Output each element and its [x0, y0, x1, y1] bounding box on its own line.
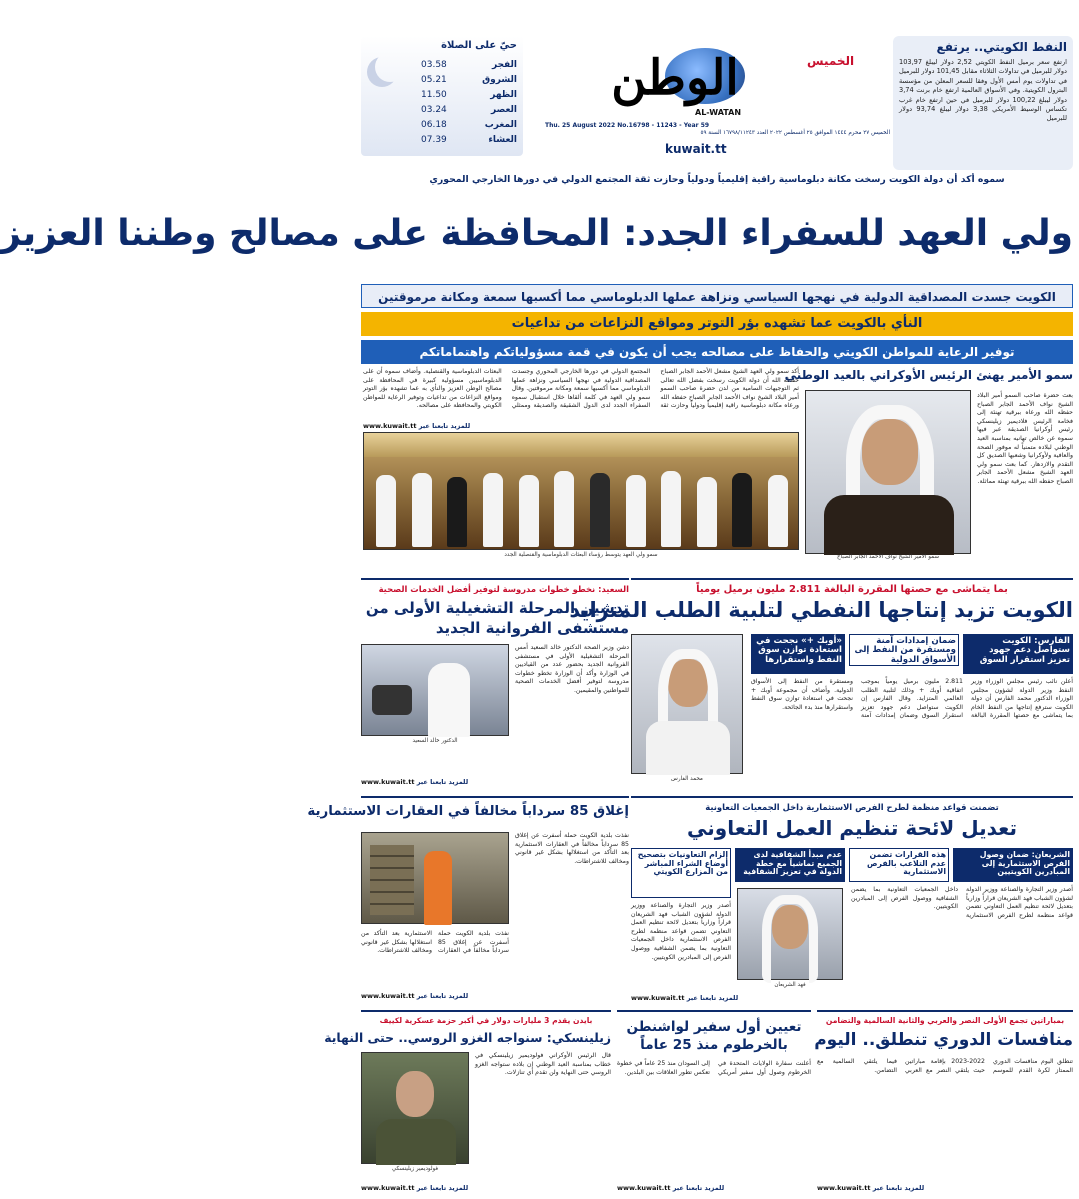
ukraine-photo-caption: فولوديمير زيلينسكي — [391, 1166, 439, 1172]
ambassador-headline: تعيين أول سفير لواشنطن بالخرطوم منذ 25 عاماً — [626, 1019, 802, 1053]
oil-body: أعلن نائب رئيس مجلس الوزراء وزير النفط وزير الدولة لشؤون مجلس الوزراء الدكتور محمد الفارس أن دولة الكويت سترفع إنتاجها من النفط الخام بما يتماشى مع حصتها المقررة البالغة 2.811 مليون برميل يومياً بموجب اتفاقية أوبك + وذلك لتلبية الطلب العالمي المتزايد. وقال الفارس إن الكويت ستواصل دعم جهود تعزيز استقرار السوق وضمان إمدادات آمنة ومستقرة من النفط إلى الأسواق الدولية. وأضاف أن مجموعة أوبك + نجحت في استعادة توازن سوق النفط واستقرارها منذ بدء الجائحة. — [751, 678, 1073, 720]
person-figure — [519, 475, 539, 547]
oil-kicker: بما يتماشى مع حصتها المقررة البالغة 2.811 مليون برميل يومياً — [696, 584, 1008, 595]
oil-price-title: النفط الكويتي.. يرتفع — [936, 40, 1067, 54]
prayer-title: حيّ على الصلاة — [441, 40, 517, 51]
coop-photo-caption: فهد الشريعان — [774, 982, 806, 988]
health-story — [361, 578, 629, 794]
person-figure — [376, 475, 396, 547]
amir-body: بعث حضرة صاحب السمو أمير البلاد الشيخ نواف الأحمد الجابر الصباح حفظه الله ورعاه ببرقية تهنئة إلى فخامة الرئيس فلاديمير زيلينسكي رئيس أوكرانيا الصديقة عبر فيها سموه عن خالص تهانيه بمناسبة العيد الوطني لبلاده متمنياً له موفور الصحة والعافية ولأوكرانيا وشعبها الصديق كل التقدم والازدهار. كما بعث سمو ولي العهد الشيخ مشعل الأحمد الجابر الصباح حفظه الله ببرقية تهنئة مماثلة. — [977, 392, 1073, 485]
lead-bar-2: النأي بالكويت عما تشهده بؤر التوتر ومواقع النزاعات من تداعيات — [361, 312, 1073, 336]
logo-block — [545, 40, 890, 165]
lead-group-photo — [363, 432, 799, 550]
health-photo — [361, 644, 509, 736]
health-headline: تدشين المرحلة التشغيلية الأولى من مستشفى الفروانية الجديد — [365, 599, 629, 637]
logo-latin: AL-WATAN — [695, 108, 742, 117]
coop-more-link[interactable]: للمزيد تابعنا عبر www.kuwait.tt — [631, 994, 739, 1002]
oil-price-body: ارتفع سعر برميل النفط الكويتي 2,52 دولار ليبلغ 103,97 دولار للبرميل في تداولات الثلاثاء مقابل 101,45 دولار للبرميل في تداولات يوم أمس الأول وفقا للسعر المعلن من مؤسسة البترول الكويتية. وفي الأسواق العالمية ارتفع خام برنت 3,74 دولار ليبلغ 100,22 دولار للبرميل في حين ارتفع خام غرب تكساس الوسيط الأمريكي 3,38 دولار ليبلغ 93,74 دولار للبرميل — [899, 58, 1067, 123]
health-photo-caption: الدكتور خالد السعيد — [412, 738, 458, 744]
person-figure — [483, 473, 503, 547]
sports-kicker: بمباراتين تجمع الأولى النصر والعربي والثانية السالمية والتضامن — [825, 1016, 1065, 1025]
coop-body-col: أصدر وزير التجارة والصناعة ووزير الدولة لشؤون الشباب فهد الشريعان قراراً وزارياً بتعديل لائحة تنظيم العمل التعاوني تضمن قواعد منظمة لطرح الفرص الاستثمارية داخل الجمعيات التعاونية بما يضمن الشفافية ووصول الفرص إلى المبادرين الكويتيين. — [631, 902, 731, 961]
microphones — [372, 685, 412, 715]
oil-sub-2: ضمان إمدادات آمنة ومستقرة من النفط إلى الأسواق الدولية — [849, 634, 959, 666]
person-figure — [554, 471, 574, 547]
person-figure — [732, 473, 752, 547]
ukraine-photo — [361, 1052, 469, 1164]
prayer-times-box — [361, 36, 523, 156]
health-kicker: السعيد: نخطو خطوات مدروسة لتوفير أفضل الخدمات الصحية — [378, 584, 629, 594]
person-figure — [626, 475, 646, 547]
ukraine-body: قال الرئيس الأوكراني فولوديمير زيلينسكي في خطاب بمناسبة العيد الوطني إن بلاده ستواجه الغزو الروسي حتى النهاية ولن تقدم أي تنازلات. — [475, 1052, 611, 1077]
ukraine-story — [324, 1010, 611, 1194]
health-body: دشن وزير الصحة الدكتور خالد السعيد أمس المرحلة التشغيلية الأولى في مستشفى الفروانية الجديد بحضور عدد من القياديين في الوزارة وأكد أن الوزارة تخطو خطوات مدروسة لتوفير أفضل الخدمات الصحية للمواطنين والمقيمين. — [515, 644, 629, 694]
crescent-moon-icon — [375, 52, 405, 82]
prayer-list — [421, 60, 517, 150]
ambassador-more-link[interactable]: للمزيد تابعنا عبر www.kuwait.tt — [617, 1184, 725, 1192]
storage-shelves — [370, 845, 414, 915]
lead-bar-3: توفير الرعاية للمواطن الكويتي والحفاظ على مصالحه يجب أن يكون في قمة مسؤولياتكم واهتماماتكم — [361, 340, 1073, 364]
amir-headline: سمو الأمير يهنئ الرئيس الأوكراني بالعيد الوطني — [784, 368, 1073, 382]
lead-kicker: سموه أكد أن دولة الكويت رسخت مكانة دبلوماسية راقية إقليمياً ودولياً وحازت ثقة المجتمع الدولي في دورها الخارجي المحوري — [429, 174, 1005, 185]
coop-minister-ghutra — [762, 895, 818, 983]
weekday-label: الخميس — [807, 54, 855, 68]
lead-bar-1: الكويت جسدت المصداقية الدولية في نهجها السياسي ونزاهة عملها الدبلوماسي مما أكسبها سمعة ومكانة مرموقتين — [361, 284, 1073, 308]
sports-body: تنطلق اليوم منافسات الدوري الممتاز لكرة القدم للموسم 2022-2023 بإقامة مباراتين حيث يلتقي النصر مع العربي فيما يلتقي السالمية مع التضامن. — [817, 1058, 1073, 1074]
person-figure — [768, 475, 788, 547]
sports-story — [814, 1010, 1073, 1194]
masthead — [355, 0, 1079, 170]
sports-more-link[interactable]: للمزيد تابعنا عبر www.kuwait.tt — [817, 1184, 925, 1192]
minister-dishdasha — [646, 721, 730, 775]
ambassador-body: أعلنت سفارة الولايات المتحدة في الخرطوم وصول أول سفير أمريكي إلى السودان منذ 25 عاماً في خطوة تعكس تطور العلاقات بين البلدين. — [617, 1060, 811, 1076]
coop-sub-1: الشريعان: ضمان وصول الفرص الاستثمارية إلى المبادرين الكويتيين — [953, 848, 1073, 882]
coop-body: أصدر وزير التجارة والصناعة ووزير الدولة لشؤون الشباب فهد الشريعان قراراً وزارياً بتعديل لائحة تنظيم العمل التعاوني تضمن قواعد منظمة لطرح الفرص الاستثمارية داخل الجمعيات التعاونية بما يضمن الشفافية ووصول الفرص إلى المبادرين الكويتيين. — [851, 886, 1073, 919]
closure-headline: إغلاق 85 سرداباً مخالفاً في العقارات الاستثمارية — [307, 804, 629, 819]
prayer-row: المغرب 06.18 — [421, 120, 517, 130]
coop-kicker: تضمنت قواعد منظمة لطرح الفرص الاستثمارية داخل الجمعيات التعاونية — [705, 802, 999, 812]
lead-body: أكد سمو ولي العهد الشيخ مشعل الأحمد الجابر الصباح حفظه الله أن دولة الكويت رسخت بفضل الله تعالى ثم التوجيهات السامية من لدن حضرة صاحب السمو أمير البلاد الشيخ نواف الأحمد الجابر الصباح حفظه الله ورعاه مكانة دبلوماسية راقية إقليمياً ودولياً وحازت ثقة المجتمع الدولي في دورها الخارجي المحوري وجسدت المصداقية الدولية في نهجها السياسي ونزاهة عملها الدبلوماسي مما أكسبها سمعة ومكانة مرموقتين. وقال سمو ولي العهد في كلمة ألقاها خلال استقبال سموه السفراء الجدد لدى الدول الشقيقة والصديقة وممثلي البعثات الدبلوماسية والقنصلية. وأضاف سموه أن على الدبلوماسيين مسؤولية كبيرة في المحافظة على مصالح الوطن العزيز والنأي به عما تشهده بؤر التوتر ومواقع النزاعات من تداعيات وتوفير الرعاية للمواطن الكويتي والمحافظة على مصالحه. — [363, 368, 799, 410]
lead-photo-caption: سمو ولي العهد يتوسط رؤساء البعثات الدبلوماسية والقنصلية الجدد — [504, 552, 658, 558]
person-figure — [590, 473, 610, 547]
lead-more-link[interactable]: للمزيد تابعنا عبر www.kuwait.tt — [363, 422, 471, 430]
closure-body: نفذت بلدية الكويت حملة أسفرت عن إغلاق 85 سرداباً مخالفاً في العقارات الاستثمارية بعد التأكد من استغلالها بشكل غير قانوني ومخالف للاشتراطات. — [515, 832, 629, 865]
coop-sub-3: عدم مبدأ الشفافية لدى الجميع تماشياً مع خطة الدولة في تعزيز الشفافية — [735, 848, 845, 882]
ambassador-story — [617, 1010, 811, 1194]
person-figure — [661, 471, 681, 547]
oil-price-box — [893, 36, 1073, 170]
amir-bisht — [824, 495, 954, 555]
prayer-row: الظهر 11.50 — [421, 90, 517, 100]
ukraine-more-link[interactable]: للمزيد تابعنا عبر www.kuwait.tt — [361, 1184, 469, 1192]
amir-photo — [805, 390, 971, 554]
oil-sub-1: الفارس: الكويت ستواصل دعم جهود تعزيز استقرار السوق — [963, 634, 1073, 674]
oil-sub-3: «أوبك +» نجحت في استعادة توازن سوق النفط واستقرارها — [751, 634, 845, 674]
coop-minister-photo — [737, 888, 843, 980]
oil-headline: الكويت تزيد إنتاجها النفطي لتلبية الطلب المتزايد — [569, 598, 1073, 622]
zelensky-head — [396, 1071, 434, 1117]
speaker-figure — [428, 663, 470, 737]
sports-headline: منافسات الدوري تنطلق.. اليوم — [814, 1030, 1073, 1050]
coop-sub-4: إلزام التعاونيات بتصحيح أوضاع الشراء المباشر من المزارع الكويتي — [631, 848, 731, 898]
health-more-link[interactable]: للمزيد تابعنا عبر www.kuwait.tt — [361, 778, 469, 786]
date-english: Thu. 25 August 2022 No.16798 - 11243 - Year 59 — [545, 122, 710, 129]
hall-chandelier — [364, 433, 798, 457]
amir-box — [784, 368, 1073, 562]
person-figure — [412, 473, 432, 547]
prayer-row: الشروق 05.21 — [421, 75, 517, 85]
closure-photo — [361, 832, 509, 924]
zelensky-shirt — [376, 1119, 456, 1165]
ukraine-kicker: بايدن يقدم 3 مليارات دولار في أكبر حزمة عسكرية لكييف — [379, 1016, 593, 1025]
closure-more-link[interactable]: للمزيد تابعنا عبر www.kuwait.tt — [361, 992, 469, 1000]
logo-text: الوطن — [611, 50, 739, 106]
person-figure — [447, 477, 467, 547]
coop-story — [631, 796, 1073, 1006]
date-arabic: الخميس ٢٧ محرم ١٤٤٤ الموافق ٢٥ أغسطس ٢٠٢٢ العدد ١٦٧٩٨/١١٢٤٣ السنة ٥٩ — [700, 130, 890, 136]
amir-photo-caption: سمو الأمير الشيخ نواف الأحمد الجابر الصباح — [836, 554, 940, 560]
ukraine-headline: زيلينسكي: سنواجه الغزو الروسي.. حتى النهاية — [324, 1030, 611, 1045]
prayer-row: العشاء 07.39 — [421, 135, 517, 145]
prayer-row: الفجر 03.58 — [421, 60, 517, 70]
closure-body-lower: نفذت بلدية الكويت حملة أسفرت عن إغلاق 85 سرداباً مخالفاً في العقارات الاستثمارية بعد التأكد من استغلالها بشكل غير قانوني ومخالف للاشتراطات. — [361, 930, 509, 955]
oil-photo-caption: محمد الفارس — [671, 776, 703, 782]
people-row — [376, 467, 788, 547]
closure-story — [307, 796, 629, 1006]
inspector-figure — [424, 851, 452, 925]
prayer-row: العصر 03.24 — [421, 105, 517, 115]
coop-sub-2: هذه القرارات تضمن عدم التلاعب بالفرص الاستثمارية — [849, 848, 949, 882]
website-label: kuwait.tt — [665, 142, 727, 156]
coop-headline: تعديل لائحة تنظيم العمل التعاوني — [687, 816, 1017, 840]
oil-minister-photo — [631, 634, 743, 774]
lead-headline: ولي العهد للسفراء الجدد: المحافظة على مصالح وطننا العزيز — [0, 213, 1073, 254]
person-figure — [697, 477, 717, 547]
